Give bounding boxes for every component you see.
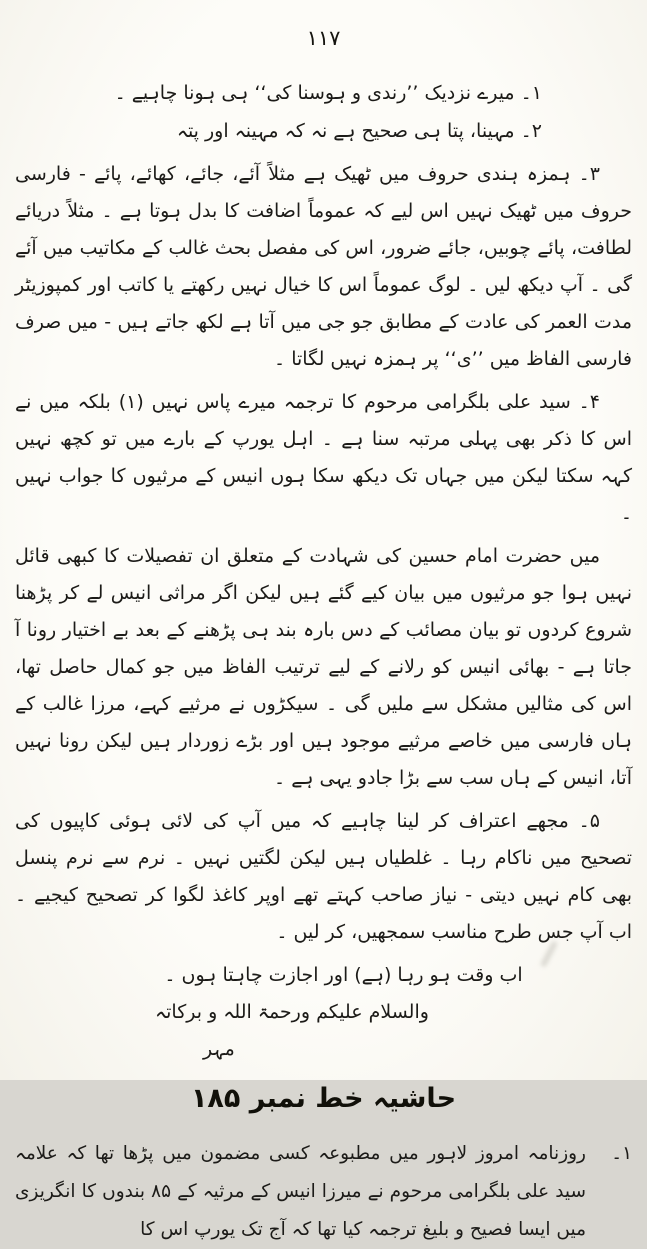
letter-closing-line: اب وقت ہو رہا (ہے) اور اجازت چاہتا ہوں ۔ — [164, 964, 523, 986]
footnote-marker: ۱۔ — [611, 1143, 632, 1164]
letter-note-2: ۲۔ مہینا، پتا ہی صحیح ہے نہ کہ مہینہ اور پتہ — [176, 120, 542, 142]
letter-note-5: ۵۔ مجھے اعتراف کر لینا چاہیے کہ میں آپ کی لائی ہوئی کاپیوں کی تصحیح میں ناکام رہا ۔ غلطیاں ہیں لیکن لگتیں نہیں ۔ نرم سے نرم پنسل بھی کام نہیں دیتی - نیاز صاحب کہتے تھے اوپر کاغذ لگوا کر تصحیح کیجیے ۔ اب آپ جس طرح مناسب سمجھیں، کر لیں ۔ — [15, 810, 632, 943]
letter-signature: مہر — [203, 1038, 235, 1060]
letter-note-4: ۴۔ سید علی بلگرامی مرحوم کا ترجمہ میرے پاس نہیں (۱) بلکہ میں نے اس کا ذکر بھی پہلی مرتبہ سنا ہے ۔ اہل یورپ کے بارے میں تو کچھ نہیں کہہ سکتا لیکن میں جہاں تک دیکھ سکا ہوں انیس کے مرثیوں کا جواب نہیں ۔ — [15, 391, 632, 524]
footnote-section-heading: حاشیہ خط نمبر ۱۸۵ — [190, 1083, 457, 1114]
letter-note-1: ۱۔ میرے نزدیک ’’رندی و ہوسنا کی‘‘ ہی ہونا چاہیے ۔ — [114, 82, 542, 104]
footnote-text: روزنامہ امروز لاہور میں مطبوعہ کسی مضمون میں پڑھا تھا کہ علامہ سید علی بلگرامی مرحوم نے میرزا انیس کے مرثیہ کے ۸۵ بندوں کا انگریزی میں ایسا فصیح و بلیغ ترجمہ کیا تھا کہ آج تک یورپ اس کا — [15, 1143, 586, 1240]
footnote — [15, 1135, 632, 1249]
letter-paragraph-marsiya: میں حضرت امام حسین کی شہادت کے متعلق ان تفصیلات کا کبھی قائل نہیں ہوا جو مرثیوں میں بیان کیے گئے ہیں لیکن اگر مراثی انیس لے کر پڑھنا شروع کردوں تو بیان مصائب کے دس بارہ بند ہی پڑھنے کے بعد بے اختیار رونا آ جاتا ہے - بھائی انیس کو رلانے کے لیے ترتیب الفاظ میں جو کمال حاصل تھا، اس کی مثالیں مشکل سے ملیں گی ۔ سیکڑوں نے مرثیے کہے، مرزا غالب کے ہاں فارسی میں خاصے مرثیے موجود ہیں اور بڑے زوردار ہیں لیکن رونا نہیں آتا، انیس کے ہاں سب سے بڑا جادو یہی ہے ۔ — [15, 545, 632, 789]
letter-salutation: والسلام علیکم ورحمۃ اللہ و برکاتہ — [155, 1001, 429, 1023]
page-number: ۱۱۷ — [306, 26, 341, 50]
letter-note-3: ۳۔ ہمزہ ہندی حروف میں ٹھیک ہے مثلاً آئے، جائے، کھائے، پائے - فارسی حروف میں ٹھیک نہیں اس لیے کہ عموماً اضافت کا بدل ہوتا ہے ۔ مثلاً دریائے لطافت، پائے چوبیں، جائے ضرور، اس کی مفصل بحث غالب کے مکاتیب میں آئے گی ۔ آپ دیکھ لیں ۔ لوگ عموماً اس کا خیال نہیں رکھتے یا کاتب اور کمپوزیٹر مدت العمر کی عادت کے مطابق جو جی میں آتا ہے لکھ جاتے ہیں - میں صرف فارسی الفاظ میں ’’ی‘‘ پر ہمزہ نہیں لگاتا ۔ — [15, 163, 632, 370]
